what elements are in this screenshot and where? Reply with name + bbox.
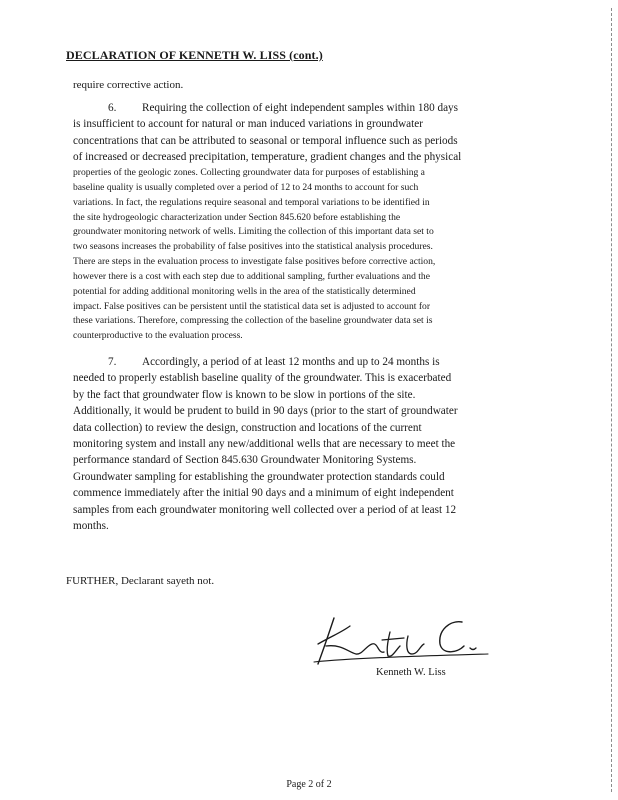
paragraph-line [73,354,491,370]
paragraph-line: concentrations that can be attributed to seasonal or temporal influence such as periods [73,134,458,147]
paragraph-7 [73,354,491,534]
paragraph-line: performance standard of Section 845.630 Groundwater Monitoring Systems. [73,454,417,467]
paragraph-line: months. [73,520,109,533]
paragraph-line: groundwater monitoring network of wells. Limiting the collection of this important data set to [73,226,434,238]
closing-statement: FURTHER, Declarant sayeth not. [66,575,215,587]
paragraph-line: potential for adding additional monitoring wells in the area of the statistically determined [73,285,416,297]
paragraph-line [73,100,491,116]
paragraph-line: however there is a cost with each step due to additional sampling, further evaluations and the [73,270,430,282]
paragraph-line: baseline quality is usually completed over a period of 12 to 24 months to account for such [73,181,419,193]
paragraph-6 [73,100,491,165]
paragraph-line: two seasons increases the probability of false positives into the statistical analysis procedures. [73,241,433,253]
continuation-line: require corrective action. [73,79,184,91]
paragraph-number: 7. [108,356,117,368]
paragraph-number: 6. [108,102,117,114]
paragraph-line: by the fact that groundwater flow is known to be slow in portions of the site. [73,388,416,401]
paragraph-line: Additionally, it would be prudent to build in 90 days (prior to the start of groundwater [73,405,458,418]
paragraph-line-text: Accordingly, a period of at least 12 months and up to 24 months is [142,356,440,368]
paragraph-line: of increased or decreased precipitation, temperature, gradient changes and the physical [73,150,462,163]
paragraph-line: samples from each groundwater monitoring well collected over a period of at least 12 [73,503,457,516]
paragraph-line: the site hydrogeologic characterization under Section 845.620 before establishing the [73,211,401,223]
paragraph-line: commence immediately after the initial 90 days and a minimum of eight independent [73,487,454,500]
page-number: Page 2 of 2 [286,779,332,790]
paragraph-line: impact. False positives can be persistent until the statistical data set is adjusted to account for [73,300,431,312]
paragraph-line-text: Requiring the collection of eight independent samples within 180 days [142,102,458,114]
document-heading: DECLARATION OF KENNETH W. LISS (cont.) [66,48,323,62]
signer-name: Kenneth W. Liss [376,667,446,678]
paragraph-line: Groundwater sampling for establishing the groundwater protection standards could [73,470,445,483]
paragraph-line: these variations. Therefore, compressing the collection of the baseline groundwater data set is [73,315,433,327]
paragraph-line: is insufficient to account for natural or man induced variations in groundwater [73,118,423,131]
paragraph-line: monitoring system and install any new/additional wells that are necessary to meet the [73,438,456,451]
paragraph-line: data collection) to review the design, construction and locations of the current [73,421,422,434]
paragraph-line: needed to properly establish baseline quality of the groundwater. This is exacerbated [73,372,452,385]
paragraph-line: variations. In fact, the regulations require seasonal and temporal variations to be identified in [73,196,430,208]
paragraph-6-continued [73,166,491,344]
scan-edge-marks [611,8,612,792]
paragraph-line: counterproductive to the evaluation process. [73,330,243,342]
handwritten-signature [312,610,492,670]
paragraph-line: There are steps in the evaluation process to investigate false positives before corrective action, [73,256,436,268]
paragraph-line: properties of the geologic zones. Collecting groundwater data for purposes of establishing a [73,167,425,178]
